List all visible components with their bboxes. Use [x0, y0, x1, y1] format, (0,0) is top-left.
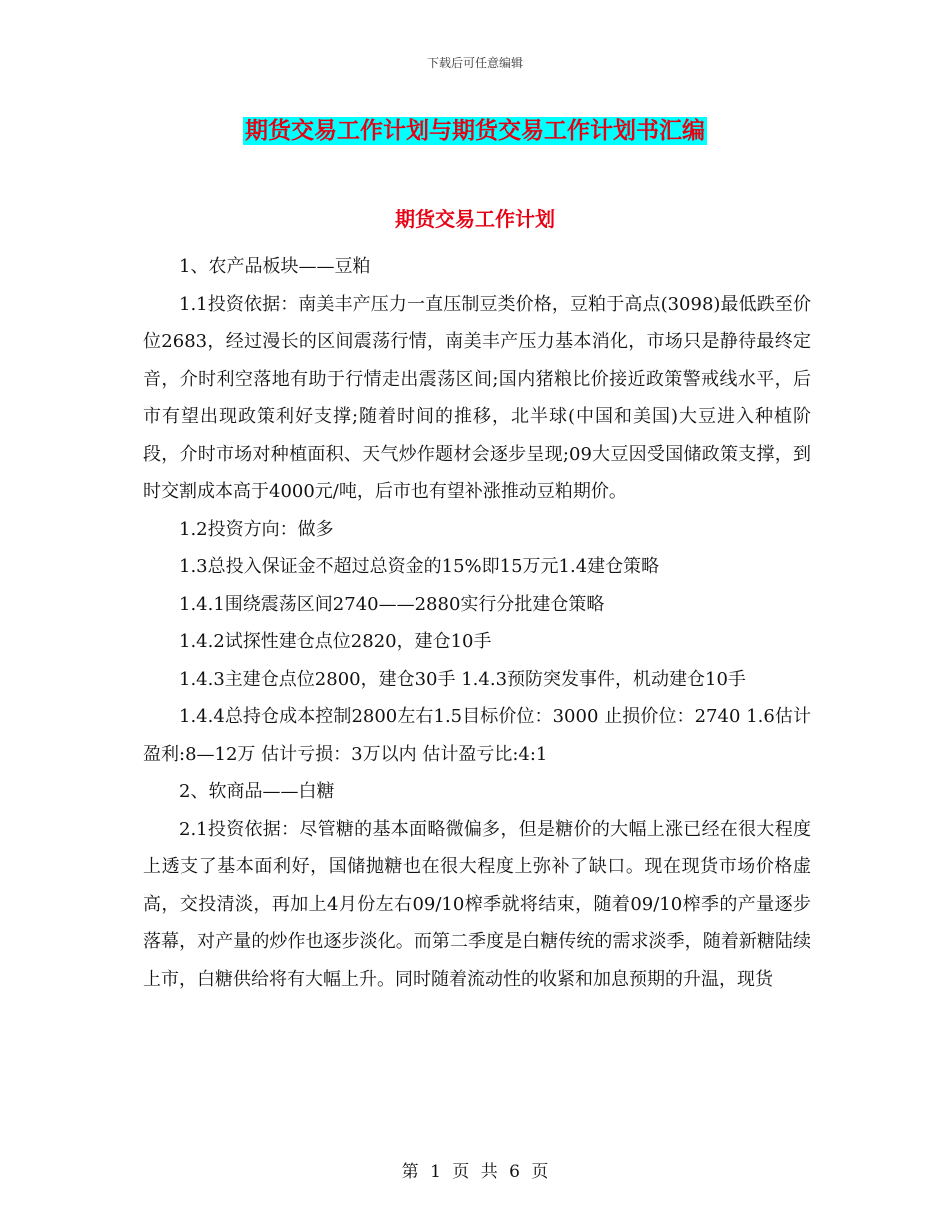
paragraph: 1、农产品板块——豆粕: [179, 256, 371, 277]
document-body: [143, 248, 811, 998]
header-note: 下载后可任意编辑: [426, 56, 523, 70]
paragraph: 1.1投资依据：南美丰产压力一直压制豆类价格，豆粕于高点(3098)最低跌至价位2683，经过漫长的区间震荡行情，南美丰产压力基本消化，市场只是静待最终定音，介时利空落地有助于行情走出震荡区间;国内猪粮比价接近政策警戒线水平，后市有望出现政策利好支撑;随着时间的推移，北半球(中国和美国)大豆进入种植阶段，介时市场对种植面积、天气炒作题材会逐步呈现;09大豆因受国储政策支撑，到时交割成本高于4000元/吨，后市也有望补涨推动豆粕期价。: [143, 293, 811, 502]
paragraph: 1.2投资方向：做多: [179, 518, 334, 540]
paragraph: 1.4.1围绕震荡区间2740——2880实行分批建仓策略: [179, 593, 605, 615]
paragraph: 1.4.4总持仓成本控制2800左右1.5目标价位：3000 止损价位：2740 1.6估计盈利:8—12万 估计亏损：3万以内 估计盈亏比:4:1: [143, 706, 811, 765]
paragraph: 2.1投资依据：尽管糖的基本面略微偏多，但是糖价的大幅上涨已经在很大程度上透支了基本面利好，国储抛糖也在很大程度上弥补了缺口。现在现货市场价格虚高，交投清淡，再加上4月份左右09/10榨季就将结束，随着09/10榨季的产量逐步落幕，对产量的炒作也逐步淡化。而第二季度是白糖传统的需求淡季，随着新糖陆续上市，白糖供给将有大幅上升。同时随着流动性的收紧和加息预期的升温，现货: [143, 818, 811, 990]
paragraph: 1.3总投入保证金不超过总资金的15%即15万元1.4建仓策略: [179, 556, 660, 577]
paragraph: 1.4.2试探性建仓点位2820，建仓10手: [179, 631, 492, 652]
document-title: [0, 112, 950, 145]
page-footer: 第 1 页 共 6 页: [401, 1162, 549, 1182]
section-title: 期货交易工作计划: [395, 207, 555, 231]
paragraph: 2、软商品——白糖: [179, 781, 335, 802]
paragraph: 1.4.3主建仓点位2800，建仓30手 1.4.3预防突发事件，机动建仓10手: [179, 668, 746, 690]
document-title-text: 期货交易工作计划与期货交易工作计划书汇编: [245, 118, 705, 144]
